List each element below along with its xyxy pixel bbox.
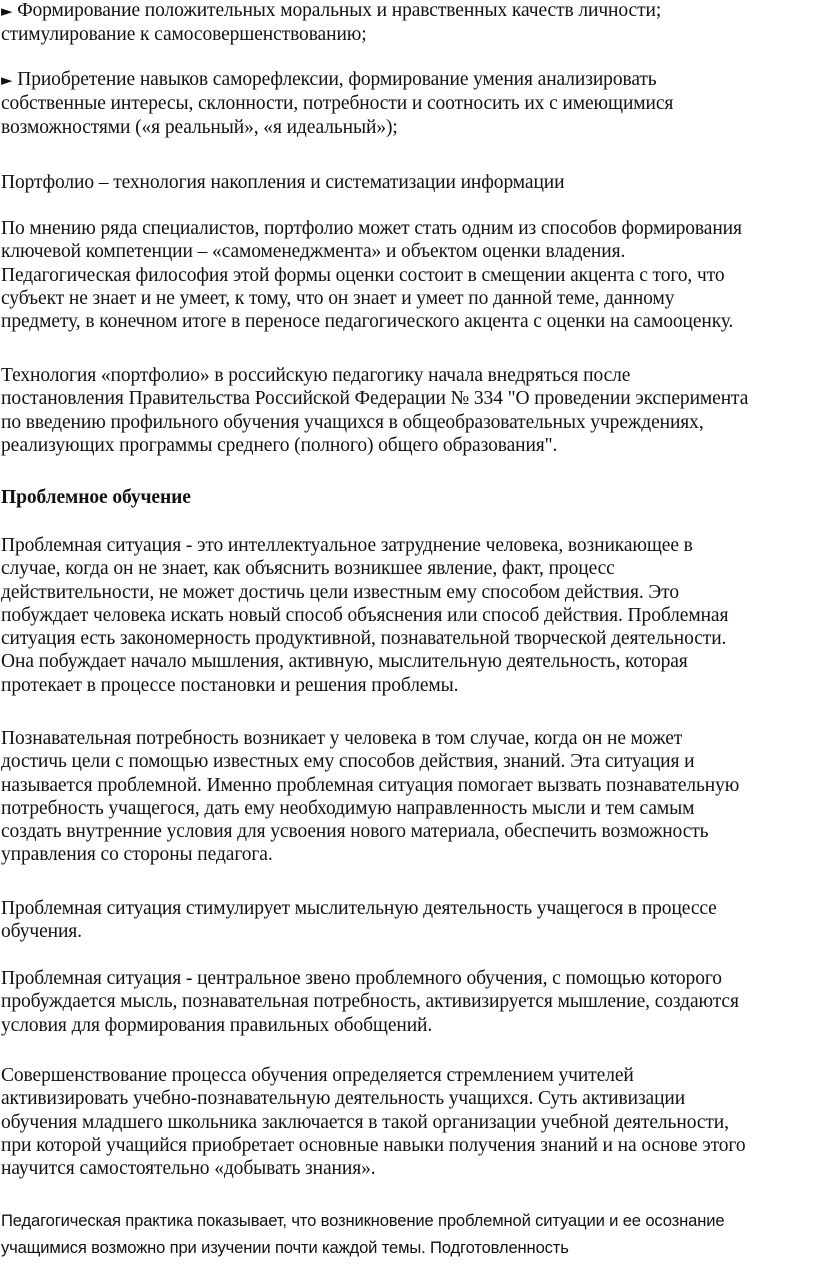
text-line: возможностями («я реальный», «я идеальный»); — [1, 116, 398, 138]
text-line: предмету, в конечном итоге в переносе педагогического акцента с оценки на самооценку. — [1, 311, 734, 333]
text-line: Технология «портфолио» в российскую педагогику начала внедряться после — [1, 365, 631, 386]
text-line — [1, 68, 813, 92]
text-line: ситуация есть закономерность продуктивной, познавательной творческой деятельности. — [1, 628, 727, 650]
text-line: Она побуждает начало мышления, активную, мыслительную деятельность, которая — [1, 651, 688, 673]
text-line: обучения младшего школьника заключается в такой организации учебной деятельности, — [1, 1111, 729, 1133]
bullet-item-moral-qualities — [1, 0, 813, 47]
bullet-item-self-reflection — [1, 68, 813, 139]
text-line: ключевой компетенции – «самоменеджмента» и объектом оценки владения. — [1, 241, 626, 263]
text-line: по введению профильного обучения учащихся в общеобразовательных учреждениях, — [1, 411, 704, 433]
section-heading-problem-learning: Проблемное обучение — [1, 487, 191, 508]
paragraph-learning-improvement — [1, 1064, 813, 1180]
bullet-text: Формирование положительных моральных и нравственных качеств личности; — [12, 0, 662, 21]
text-line: По мнению ряда специалистов, портфолио может стать одним из способов формирования — [1, 218, 742, 239]
text-line: Познавательная потребность возникает у человека в том случае, когда он не может — [1, 728, 683, 749]
text-line: Проблемная ситуация - это интеллектуальное затруднение человека, возникающее в — [1, 535, 693, 556]
paragraph-problem-situation — [1, 534, 813, 697]
text-line: учащимися возможно при изучении почти каждой темы. Подготовленность — [1, 1238, 569, 1257]
text-line: потребность учащегося, дать ему необходимую направленность мысли и тем самым — [1, 797, 695, 819]
text-line: Проблемная ситуация стимулирует мыслительную деятельность учащегося в процессе — [1, 898, 717, 919]
text-line — [1, 0, 813, 23]
paragraph-portfolio-title — [1, 171, 813, 194]
text-line: случае, когда он не знает, как объяснить возникшее явление, факт, процесс — [1, 558, 615, 580]
triangle-bullet-icon: ► — [1, 71, 13, 89]
text-line: Портфолио – технология накопления и систематизации информации — [1, 172, 565, 193]
text-line: постановления Правительства Российской Федерации № 334 "О проведении эксперимента — [1, 388, 749, 410]
paragraph-pedagogical-practice — [1, 1207, 813, 1261]
text-line: стимулирование к самосовершенствованию; — [1, 24, 367, 46]
text-line: Педагогическая практика показывает, что возникновение проблемной ситуации и ее осознание — [1, 1211, 725, 1230]
text-line: при которой учащийся приобретает основные навыки получения знаний и на основе этого — [1, 1134, 746, 1156]
text-line: собственные интересы, склонности, потребности и соотносить их с имеющимися — [1, 93, 674, 115]
triangle-bullet-icon: ► — [1, 2, 13, 20]
paragraph-cognitive-need — [1, 727, 813, 867]
text-line: протекает в процессе постановки и решения проблемы. — [1, 674, 459, 696]
paragraph-stimulates-thinking — [1, 897, 813, 944]
text-line: Совершенствование процесса обучения определяется стремлением учителей — [1, 1065, 634, 1086]
text-line: пробуждается мысль, познавательная потребность, активизируется мышление, создаются — [1, 991, 739, 1013]
text-line: обучения. — [1, 921, 82, 943]
text-line: условия для формирования правильных обобщений. — [1, 1014, 433, 1036]
paragraph-portfolio-technology — [1, 364, 813, 457]
text-line: активизировать учебно-познавательную деятельность учащихся. Суть активизации — [1, 1088, 686, 1110]
bullet-text: Приобретение навыков саморефлексии, формирование умения анализировать — [12, 69, 657, 90]
text-line: Проблемная ситуация - центральное звено проблемного обучения, с помощью которого — [1, 968, 722, 989]
paragraph-central-link — [1, 967, 813, 1037]
text-line: достичь цели с помощью известных ему способов действия, знаний. Эта ситуация и — [1, 751, 695, 773]
text-line: называется проблемной. Именно проблемная ситуация помогает вызвать познавательную — [1, 774, 740, 796]
text-line: реализующих программы среднего (полного) общего образования". — [1, 434, 558, 456]
text-line: Педагогическая философия этой формы оценки состоит в смещении акцента с того, что — [1, 264, 725, 286]
text-line: создать внутренние условия для усвоения нового материала, обеспечить возможность — [1, 821, 709, 843]
text-line: субъект не знает и не умеет, к тому, что он знает и умеет по данной теме, данному — [1, 287, 675, 309]
text-line: побуждает человека искать новый способ объяснения или способ действия. Проблемная — [1, 604, 729, 626]
text-line: научится самостоятельно «добывать знания». — [1, 1158, 376, 1180]
text-line: управления со стороны педагога. — [1, 844, 273, 866]
paragraph-specialists-opinion — [1, 217, 813, 333]
text-line: действительности, не может достичь цели известным ему способом действия. Это — [1, 581, 679, 603]
